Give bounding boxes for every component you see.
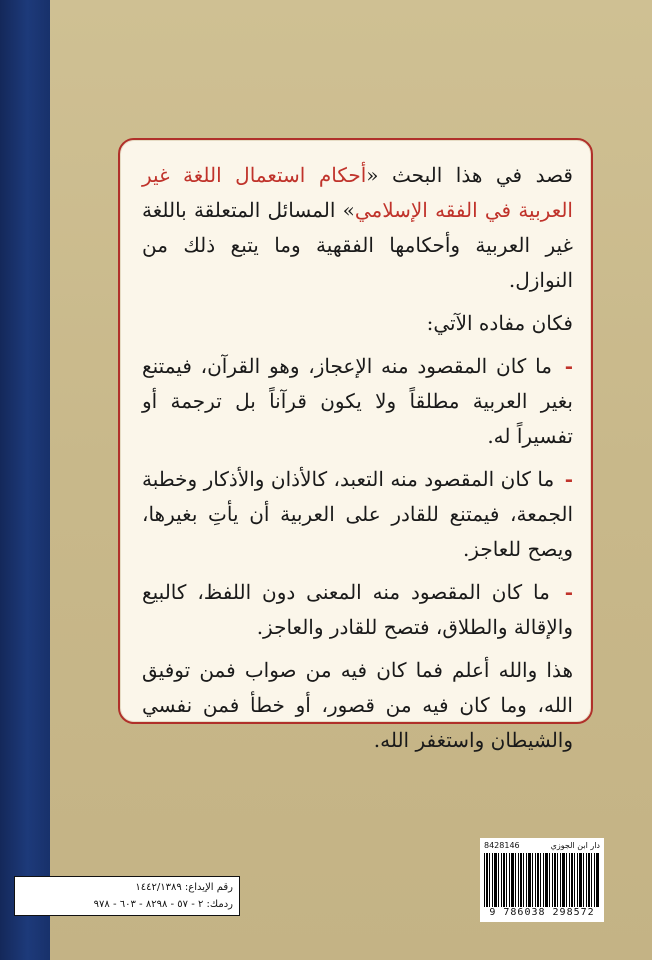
deposit-number: رقم الإيداع: ١٤٤٢/١٣٨٩ (135, 882, 233, 893)
point-3-text: ما كان المقصود منه المعنى دون اللفظ، كالبيع والإقالة والطلاق، فتصح للقادر والعاجز. (142, 580, 573, 639)
book-title: أحكام استعمال اللغة غير العربية في الفقه الإسلامي (142, 163, 573, 222)
blurb-box (118, 138, 593, 752)
point-1 (142, 349, 573, 454)
closing-paragraph: هذا والله أعلم فما كان فيه من صواب فمن توفيق الله، وما كان فيه من قصور، أو خطأ فمن نفسي والشيطان واستغفر الله. (142, 658, 573, 752)
isbn-number: ردمك: ٢ - ٥٧ - ٨٢٩٨ - ٦٠٣ - ٩٧٨ (93, 899, 233, 910)
point-2 (142, 462, 573, 567)
point-2-text: ما كان المقصود منه التعبد، كالأذان والأذكار وخطبة الجمعة، فيمتنع للقادر على العربية أن يأتِ بغيرها، ويصح للعاجز. (142, 467, 573, 561)
barcode-publisher: دار ابن الجوزي (550, 841, 600, 850)
point-1-text: ما كان المقصود منه الإعجاز، وهو القرآن، فيمتنع بغير العربية مطلقاً ولا يكون قرآناً بل ترجمة أو تفسيراً له. (142, 354, 573, 448)
book-spine (0, 0, 50, 960)
result-intro: فكان مفاده الآتي: (426, 311, 573, 335)
bullet-mark: - (564, 467, 573, 491)
barcode-bars (484, 853, 600, 907)
point-3 (142, 575, 573, 645)
bullet-mark: - (564, 354, 574, 378)
intro-text-end: » المسائل المتعلقة باللغة غير العربية وأحكامها الفقهية وما يتبع ذلك من النوازل. (142, 198, 573, 292)
bullet-mark: - (564, 580, 573, 604)
barcode-digits: 9 786038 298572 (489, 907, 595, 918)
isbn-barcode (480, 838, 604, 922)
barcode-code: 8428146 (484, 841, 520, 850)
intro-paragraph (142, 158, 573, 298)
intro-text-start: قصد في هذا البحث « (366, 163, 573, 187)
legal-deposit-box (14, 876, 240, 916)
barcode-header (484, 841, 600, 851)
